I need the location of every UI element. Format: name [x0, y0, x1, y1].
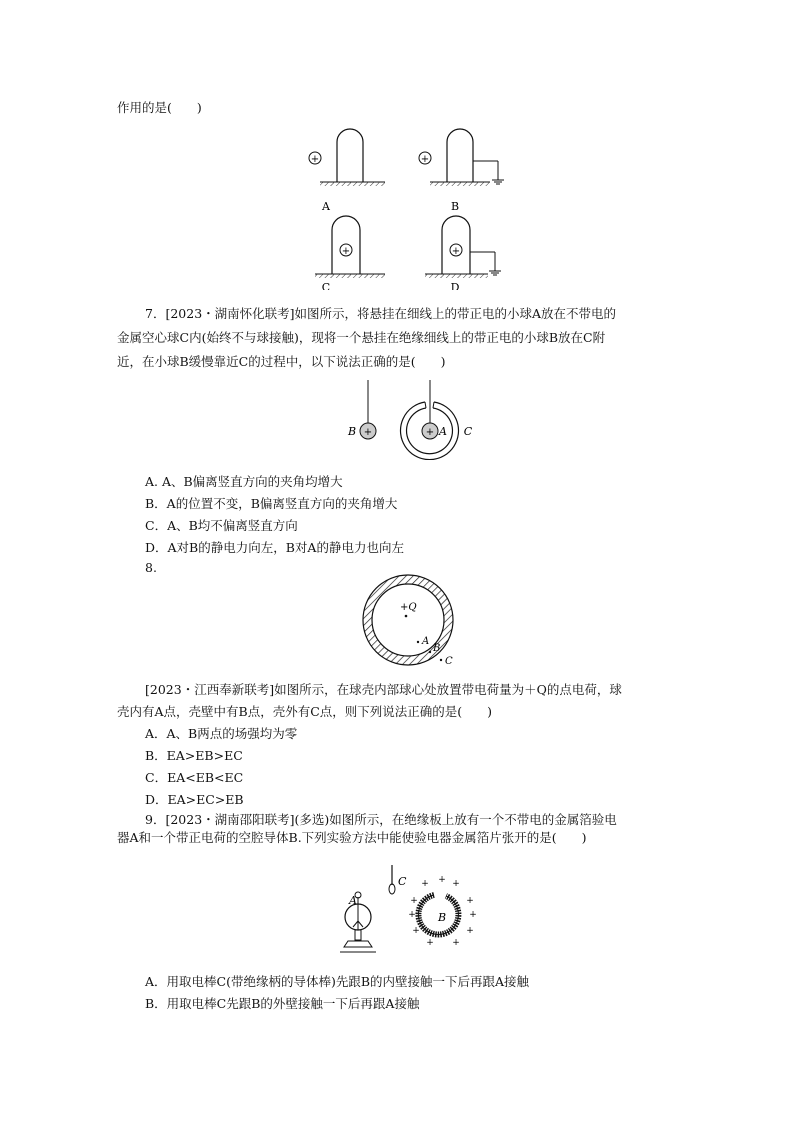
svg-text:+: +: [452, 938, 460, 948]
svg-text:+: +: [363, 427, 373, 438]
svg-text:+: +: [426, 938, 434, 948]
option-label-a: A: [322, 200, 330, 213]
q8-figure: [360, 572, 470, 672]
q9-stem-line1: 9．[2023・湖南邵阳联考](多选)如图所示，在绝缘板上放有一个不带电的金属箔验电: [145, 812, 617, 827]
svg-text:+: +: [438, 875, 446, 885]
svg-text:+: +: [469, 910, 477, 920]
q9-label-c: C: [398, 875, 407, 888]
q7-label-c: C: [463, 425, 473, 438]
q8-option-a: A．A、B两点的场强均为零: [145, 726, 298, 741]
option-label-c: C: [321, 281, 331, 290]
svg-text:+: +: [410, 896, 418, 906]
q7-option-d: D．A对B的静电力向左，B对A的静电力也向左: [145, 540, 404, 555]
q8-stem-line2: 壳内有A点，壳壁中有B点，壳外有C点，则下列说法正确的是( ): [117, 704, 493, 719]
option-label-b: B: [450, 200, 460, 213]
q9-figure: [330, 855, 490, 960]
q7-option-b: B．A的位置不变，B偏离竖直方向的夹角增大: [145, 496, 398, 511]
svg-text:+: +: [420, 154, 430, 165]
svg-text:+: +: [341, 246, 351, 257]
svg-text:+: +: [421, 879, 429, 889]
charge-plus: +: [310, 154, 320, 165]
q6-stem-tail: 作用的是( ): [117, 100, 202, 115]
q7-label-b: B: [347, 425, 357, 438]
q7-stem-line3: 近，在小球B缓慢靠近C的过程中，以下说法正确的是( ): [117, 354, 446, 369]
svg-text:+: +: [452, 879, 460, 889]
q8-label-q: +Q: [400, 602, 417, 613]
q7-option-a: A. A、B偏离竖直方向的夹角均增大: [145, 474, 343, 489]
q9-label-b: B: [437, 911, 447, 924]
q6-figure: [300, 120, 530, 290]
q8-option-b: B．EA>EB>EC: [145, 748, 243, 763]
q8-option-d: D．EA>EC>EB: [145, 792, 244, 807]
q8-option-c: C．EA<EB<EC: [145, 770, 244, 785]
q6-fig-b: [419, 129, 504, 213]
q9-label-a: A: [349, 894, 357, 907]
svg-text:+: +: [425, 427, 435, 438]
svg-text:+: +: [466, 896, 474, 906]
q6-fig-d: [425, 216, 501, 290]
option-label-d: D: [450, 281, 460, 290]
svg-text:+: +: [451, 246, 461, 257]
q8-label-b: B: [433, 643, 441, 654]
q8-number: 8.: [145, 560, 157, 575]
q6-fig-c: [315, 216, 385, 290]
q9-stem-line2: 器A和一个带正电荷的空腔导体B.下列实验方法中能使验电器金属箔片张开的是( ): [117, 830, 587, 845]
q7-option-c: C．A、B均不偏离竖直方向: [145, 518, 298, 533]
q7-figure: [340, 380, 480, 460]
q7-stem-line2: 金属空心球C内(始终不与球接触)，现将一个悬挂在绝缘细线上的带正电的小球B放在C附: [117, 330, 606, 345]
q9-option-a: A．用取电棒C(带绝缘柄的导体棒)先跟B的内壁接触一下后再跟A接触: [145, 974, 530, 989]
q7-stem-line1: 7．[2023・湖南怀化联考]如图所示，将悬挂在细线上的带正电的小球A放在不带电的: [145, 306, 617, 321]
q9-option-b: B．用取电棒C先跟B的外壁接触一下后再跟A接触: [145, 996, 420, 1011]
svg-text:+: +: [408, 910, 416, 920]
svg-text:+: +: [412, 926, 420, 936]
q6-fig-a: [309, 129, 385, 213]
q8-stem-line1: [2023・江西奉新联考]如图所示，在球壳内部球心处放置带电荷量为＋Q的点电荷，球: [145, 682, 622, 697]
q8-label-c: C: [445, 656, 453, 667]
q8-label-a: A: [422, 636, 430, 647]
svg-text:+: +: [466, 926, 474, 936]
q7-label-a: A: [439, 425, 447, 438]
